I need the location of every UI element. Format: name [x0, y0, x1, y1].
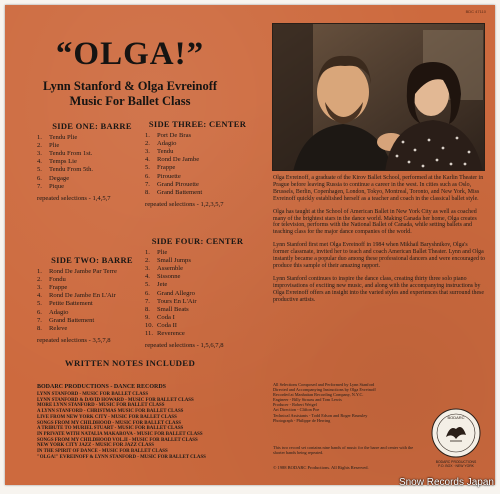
- track-row: 10. Coda II: [145, 321, 177, 329]
- side-two-repeats: repeated selections - 3,5,7,8: [37, 336, 111, 344]
- list-item: SONGS FROM MY CHILDHOOD - MUSIC FOR BALLET CLASS: [37, 420, 182, 426]
- track-row: 2. Small Jumps: [145, 257, 191, 265]
- list-item: A TRIBUTE TO MURIEL STUART - MUSIC FOR BALLET CLASS: [37, 426, 184, 432]
- track-row: 4. Temps Lie: [37, 158, 77, 166]
- credit-line: Art Direction - Clifton Poe: [273, 407, 320, 413]
- album-title: “OLGA!”: [55, 36, 205, 72]
- credit-line: Recorded at Manhattan Recording Company, N.Y.C.: [273, 392, 364, 398]
- track-row: 2. Fondu: [37, 276, 66, 284]
- side-one-tracklist: [37, 122, 147, 203]
- track-row: 5. Frappe: [145, 164, 176, 172]
- track-row: 1. Rond De Jambe Par Terre: [37, 268, 117, 276]
- side-four-heading: SIDE FOUR: CENTER: [151, 236, 244, 246]
- productions-heading: BODARC PRODUCTIONS - DANCE RECORDS: [37, 384, 167, 390]
- side-two-tracklist: [37, 256, 147, 345]
- bio-paragraph: Olga Evreinoff, a graduate of the Kirov Ballet School, performed at the Karlin Theater in Prague before leaving Russia to continue a career in the west. In cities such as Oslo, Brussels, Berlin, Copenhagen, London, Tokyo, Montreal, Toronto, and New York, Miss Evreinoff quickly established herself as a teacher and coach in the classical ballet style.: [273, 175, 484, 202]
- track-row: 7. Grand Battement: [37, 316, 95, 324]
- side-three-repeats: repeated selections - 1,2,3,5,7: [145, 200, 224, 208]
- track-row: 11. Reverence: [145, 330, 185, 338]
- track-row: 3. Assemble: [145, 265, 184, 273]
- track-row: 8. Releve: [37, 324, 68, 332]
- side-one-heading: SIDE ONE: BARRE: [52, 121, 132, 131]
- track-row: 1. Plie: [145, 249, 168, 257]
- biography: [273, 175, 485, 310]
- productions-list: [37, 384, 247, 460]
- list-item: IN PRIVATE WITH NATALIA MAKAROVA - MUSIC FOR BALLET CLASS: [37, 431, 203, 437]
- track-row: 1. Port De Bras: [145, 132, 192, 140]
- list-item: MORE LYNN STANFORD - MUSIC FOR BALLET CLASS: [37, 403, 165, 409]
- list-item: A LYNN STANFORD - CHRISTMAS MUSIC FOR BALLET CLASS: [37, 409, 184, 415]
- copyright-notice: © 1988 BODARC Productions. All Rights Reserved.: [273, 465, 369, 470]
- credit-line: Technical Assistants - Todd Edson and Roger Brunsley: [273, 412, 368, 418]
- track-row: 2. Plie: [37, 142, 60, 150]
- side-four-tracklist: [145, 237, 250, 350]
- artists-photo: [272, 23, 485, 171]
- side-three-heading: SIDE THREE: CENTER: [148, 119, 247, 129]
- track-row: 2. Adagio: [145, 140, 177, 148]
- catalog-number: BDC 47110: [465, 9, 486, 14]
- track-row: 8. Grand Battement: [145, 188, 203, 196]
- side-two-heading: SIDE TWO: BARRE: [51, 255, 133, 265]
- track-row: 5. Petite Battement: [37, 300, 93, 308]
- bio-paragraph: Lynn Stanford continues to inspire the dance class, creating thirty three solo piano improvisations of exciting new music, and along with the accompanying instructions by Olga Evreinoff offers an insight into the varied styles and experiences that surround these productive artists.: [273, 275, 484, 303]
- credit-line: Producer - Robert Weigel: [273, 402, 317, 408]
- credit-line: Photograph - Philippe de Herring: [273, 417, 331, 423]
- artist-line: Lynn Stanford & Olga Evreinoff: [42, 79, 218, 93]
- written-notes-label: WRITTEN NOTES INCLUDED: [64, 358, 196, 368]
- side-four-repeats: repeated selections - 1,5,6,7,8: [145, 342, 224, 350]
- track-row: 5. Jete: [145, 281, 168, 289]
- watermark: Snow Records Japan: [398, 477, 494, 488]
- side-three-tracklist: [145, 120, 250, 209]
- list-item: "OLGA!" EVREINOFF & LYNN STANFORD - MUSIC FOR BALLET CLASS: [37, 454, 206, 460]
- list-item: LYNN STANFORD & DAVID HOWARD - MUSIC FOR BALLET CLASS: [37, 397, 194, 403]
- side-one-repeats: repeated selections - 1,4,5,7: [37, 194, 111, 202]
- list-item: LYNN STANFORD - MUSIC FOR BALLET CLASS: [37, 392, 149, 397]
- credit-line: Engineer - Billy Strauss and Tom Lewis: [273, 397, 342, 403]
- seal-caption: BODARC PRODUCTIONS P.O. BOX · NEW YORK: [435, 460, 477, 468]
- album-back-cover: [5, 5, 495, 485]
- track-row: 4. Rond De Jambe: [145, 156, 200, 164]
- track-row: 3. Tendu From 1st.: [37, 150, 93, 158]
- track-row: 8. Small Beats: [145, 305, 189, 313]
- bio-paragraph: Olga has taught at the School of American Ballet in New York City as well as coached many of the brightest stars in the dance world. Making Canada her home, Olga creates for television, performs with the National Ballet of Canada, while setting ballets and teaching class for the major dance companies of the world.: [273, 208, 477, 236]
- album-subtitle: Music For Ballet Class: [69, 94, 191, 108]
- track-row: 6. Degage: [37, 174, 70, 182]
- track-row: 1. Tendu Plie: [37, 134, 78, 142]
- track-row: 5. Tendu From 5th.: [37, 166, 94, 174]
- track-row: 4. Sissonne: [145, 273, 181, 281]
- track-row: 3. Tendu: [145, 148, 174, 156]
- list-item: LIVE FROM NEW YORK CITY - MUSIC FOR BALLET CLASS: [37, 414, 177, 420]
- track-row: 9. Coda I: [145, 313, 175, 321]
- track-row: 6. Adagio: [37, 308, 69, 316]
- bodarc-seal-logo: [430, 407, 482, 459]
- production-credits: [273, 382, 423, 423]
- list-item: IN THE SPIRIT OF DANCE - MUSIC FOR BALLET CLASS: [37, 449, 168, 455]
- track-row: 4. Rond De Jambe En L'Air: [37, 292, 116, 300]
- track-row: 7. Grand Pirouette: [145, 180, 199, 188]
- list-item: SONGS FROM MY CHILDHOOD VOL.II - MUSIC FOR BALLET CLASS: [37, 437, 198, 443]
- list-item: NEW YORK CITY JAZZ - MUSIC FOR JAZZ CLASS: [37, 443, 154, 449]
- bio-paragraph: Lynn Stanford first met Olga Evreinoff in 1984 when Mikhail Baryshnikov, Olga's former classmate, invited her to teach and coach American Ballet Theater. Lynn and Olga instantly became a popular duo among these professional dancers and were encouraged to produce this sample of their amazing rapport.: [273, 242, 485, 269]
- record-set-note: This two record set contains nine bands of music for the barre and center with the shorter bands being repeated.: [273, 445, 414, 456]
- track-row: 7. Pique: [37, 182, 65, 190]
- photo-illustration: [273, 24, 485, 171]
- track-row: 6. Pirouette: [145, 172, 181, 180]
- track-row: 7. Tours En L'Air: [145, 297, 197, 305]
- seal-text: BODARC: [447, 415, 465, 420]
- track-row: 3. Frappe: [37, 284, 68, 292]
- track-row: 6. Grand Allegro: [145, 289, 195, 297]
- credit-line: All Selections Composed and Performed by Lynn Stanford: [273, 382, 375, 387]
- credit-line: Directed and Accompanying Instructions by Olga Evreinoff: [273, 387, 376, 393]
